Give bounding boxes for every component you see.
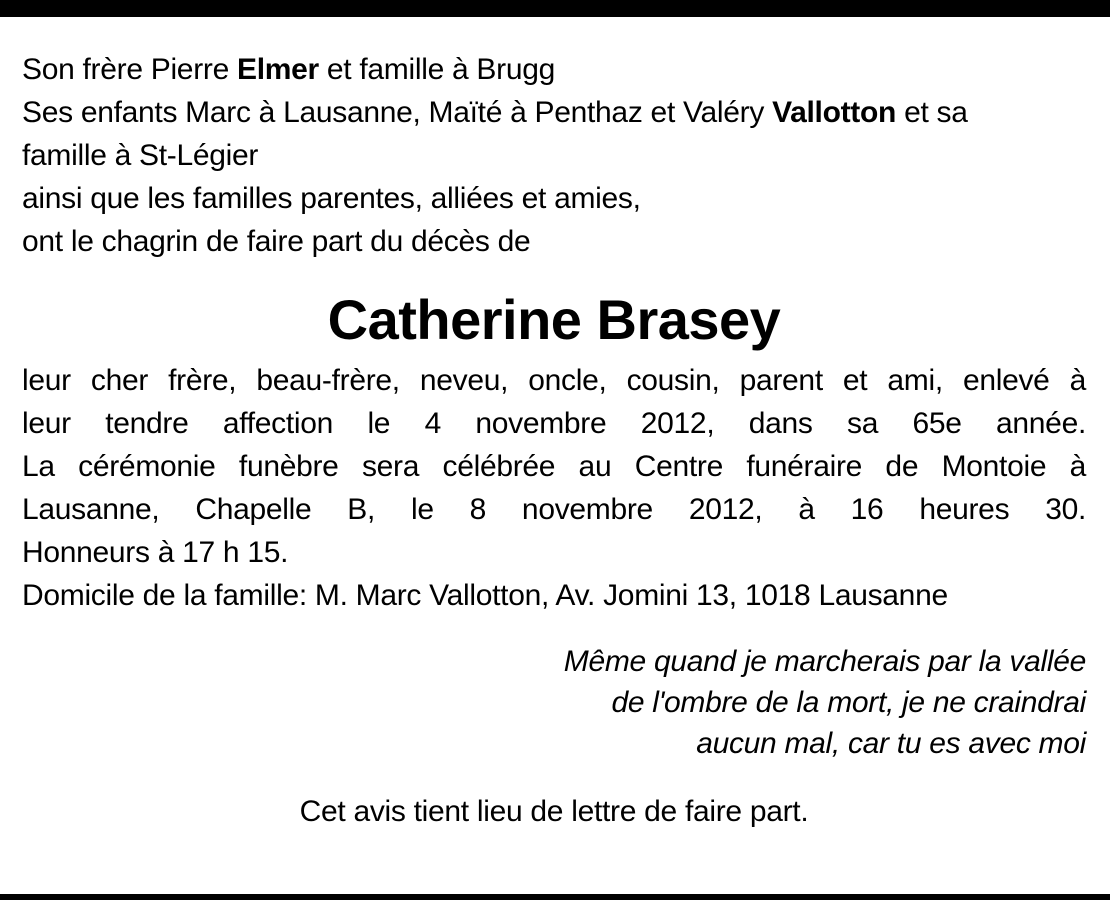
closing-note: Cet avis tient lieu de lettre de faire part.: [299, 795, 809, 828]
body-line-3: La cérémonie funèbre sera célébrée au Centre funéraire de Montoie à: [22, 450, 1086, 483]
bottom-border-rule: [0, 894, 1110, 900]
family-name-vallotton: Vallotton: [772, 96, 897, 129]
intro-line-1: [22, 48, 1086, 91]
family-name-elmer: Elmer: [237, 53, 319, 86]
intro-line-3: famille à St-Légier: [22, 139, 259, 172]
intro-line-5: ont le chagrin de faire part du décès de: [22, 225, 531, 258]
family-announcement: [22, 48, 1086, 263]
intro-line-1-text-end: et famille à Brugg: [318, 53, 555, 86]
intro-line-1-text: Son frère Pierre: [22, 53, 237, 86]
family-address: Domicile de la famille: M. Marc Vallotton, Av. Jomini 13, 1018 Lausanne: [22, 579, 948, 612]
intro-line-2: [22, 91, 1086, 134]
intro-line-2-text: Ses enfants Marc à Lausanne, Maïté à Penthaz et Valéry: [22, 96, 773, 129]
top-border-rule: [0, 0, 1110, 17]
notice-body: [22, 359, 1086, 617]
body-line-4: Lausanne, Chapelle B, le 8 novembre 2012, à 16 heures 30.: [22, 493, 1086, 526]
quote-line-3: aucun mal, car tu es avec moi: [696, 727, 1086, 760]
obituary-notice: [22, 48, 1086, 833]
body-line-5: Honneurs à 17 h 15.: [22, 536, 289, 569]
deceased-name: Catherine Brasey: [327, 288, 781, 351]
scripture-quote: [22, 641, 1086, 764]
intro-line-4: ainsi que les familles parentes, alliées et amies,: [22, 182, 641, 215]
intro-line-2-text-end: et sa: [896, 96, 968, 129]
body-line-2: leur tendre affection le 4 novembre 2012, dans sa 65e année.: [22, 407, 1086, 440]
quote-line-1: Même quand je marcherais par la vallée: [563, 645, 1086, 678]
body-line-1: leur cher frère, beau-frère, neveu, oncle, cousin, parent et ami, enlevé à: [22, 364, 1086, 397]
quote-line-2: de l'ombre de la mort, je ne craindrai: [611, 686, 1086, 719]
